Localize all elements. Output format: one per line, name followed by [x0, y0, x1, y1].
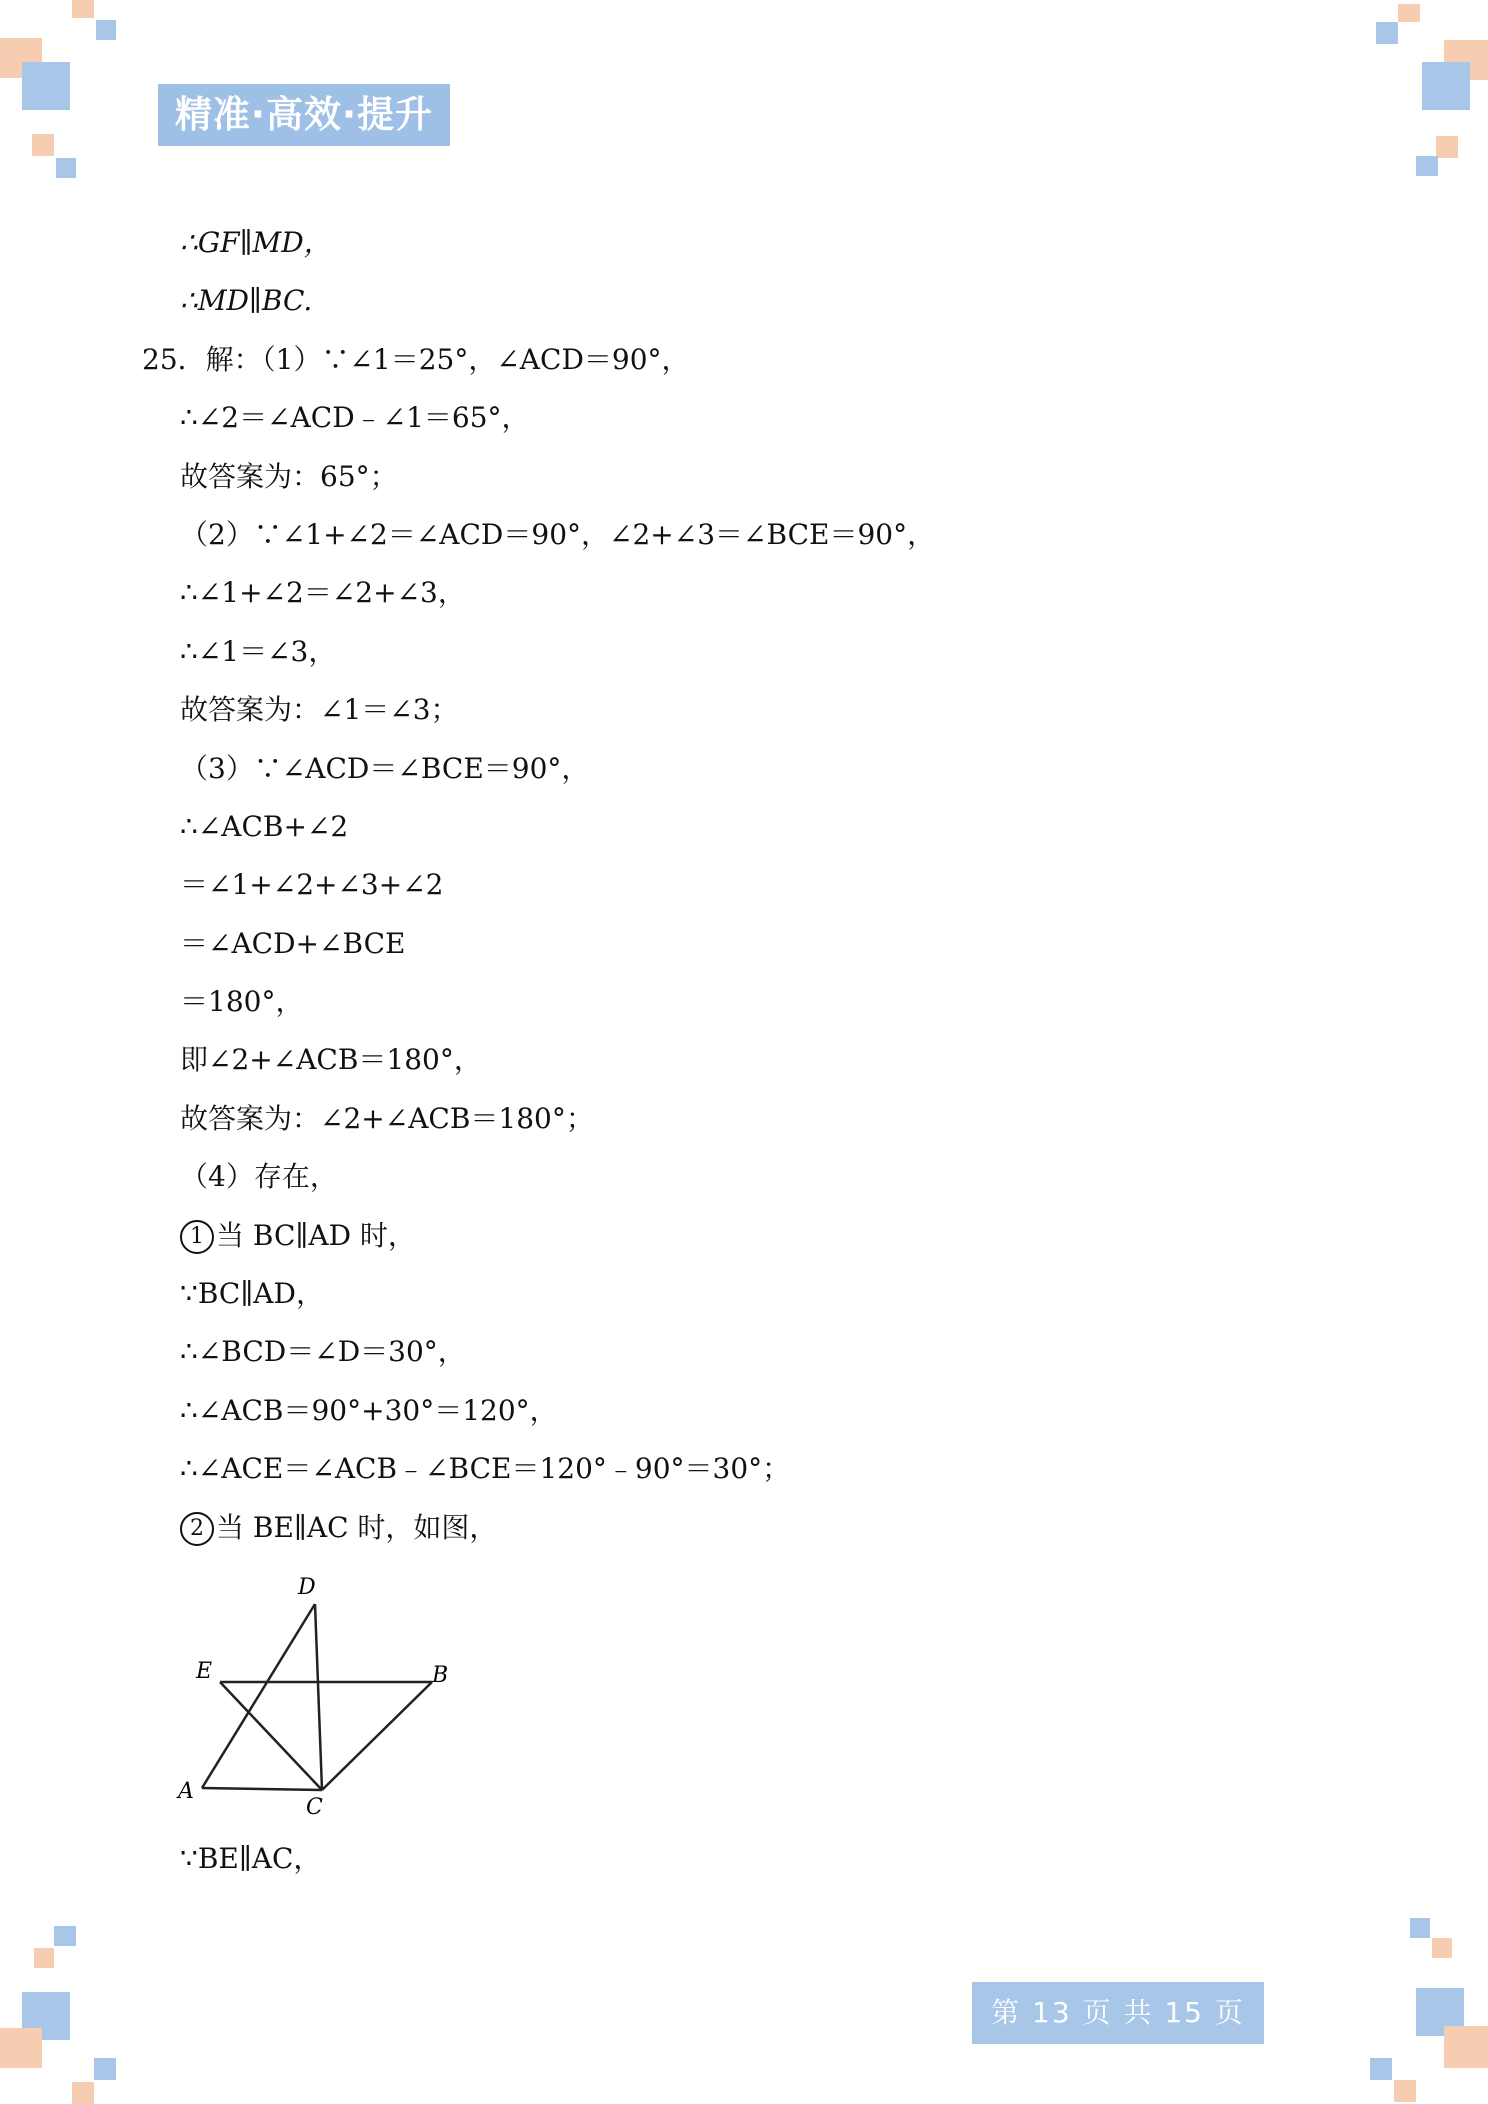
- decor-square: [0, 2028, 42, 2068]
- text-line: 即∠2+∠ACB＝180°，: [180, 1043, 482, 1077]
- text-line: ∴∠ACB＝90°+30°＝120°，: [180, 1393, 558, 1427]
- decor-square: [32, 134, 54, 156]
- answer-line: 故答案为：∠1＝∠3；: [180, 693, 459, 727]
- segment-AC: [202, 1788, 322, 1790]
- text-line: ∴∠1+∠2＝∠2+∠3，: [180, 576, 466, 610]
- problem-25-heading: 25．解：（1）∵∠1＝25°，∠ACD＝90°，: [142, 342, 690, 376]
- decor-square: [1410, 1918, 1430, 1938]
- decor-square: [96, 20, 116, 40]
- segment-BC: [322, 1682, 432, 1790]
- solution-text: [0, 214, 1488, 1557]
- text-line: （4）存在，: [180, 1160, 338, 1194]
- decor-square: [54, 1926, 76, 1946]
- decor-square: [1398, 4, 1420, 22]
- case-1-line: [0, 1207, 1488, 1265]
- decor-square: [72, 0, 94, 18]
- label-B: B: [432, 1663, 449, 1688]
- case-text: 当 BE∥AC 时，如图，: [216, 1510, 498, 1544]
- text-line: ∴GF∥MD，: [180, 226, 332, 259]
- decor-square: [1376, 22, 1398, 44]
- page-indicator: 第 13 页 共 15 页: [972, 1982, 1264, 2044]
- decor-square: [1416, 156, 1438, 176]
- segment-DA: [202, 1604, 315, 1788]
- text-line: ∴∠2＝∠ACD﹣∠1＝65°，: [180, 401, 530, 435]
- circled-number: 1: [180, 1220, 214, 1254]
- text-line: ＝∠ACD+∠BCE: [180, 926, 406, 960]
- label-E: E: [196, 1659, 213, 1684]
- decor-square: [1394, 2080, 1416, 2102]
- decor-square: [22, 62, 70, 110]
- decor-square: [72, 2082, 94, 2104]
- decor-square: [94, 2058, 116, 2080]
- text-line-after-figure: ∵BE∥AC，: [180, 1842, 322, 1875]
- circled-number: 2: [180, 1512, 214, 1546]
- text-line: ∴MD∥BC.: [180, 284, 313, 318]
- text-line: ∴∠BCD＝∠D＝30°，: [180, 1335, 466, 1369]
- decor-square: [1370, 2058, 1392, 2080]
- decor-square: [1432, 1938, 1452, 1958]
- label-A: A: [178, 1779, 194, 1804]
- case-text: 当 BC∥AD 时，: [216, 1218, 416, 1252]
- text-line: ＝∠1+∠2+∠3+∠2: [180, 868, 444, 902]
- header-banner: 精准·高效·提升: [158, 84, 450, 146]
- decor-square: [1422, 62, 1470, 110]
- geometry-figure: [170, 1570, 460, 1820]
- label-D: D: [298, 1575, 316, 1600]
- answer-line: 故答案为：∠2+∠ACB＝180°；: [180, 1101, 594, 1135]
- text-line: （2）∵∠1+∠2＝∠ACD＝90°，∠2+∠3＝∠BCE＝90°，: [180, 517, 936, 551]
- text-line: ∵BC∥AD，: [180, 1277, 324, 1311]
- text-line: ∴∠ACE＝∠ACB﹣∠BCE＝120°﹣90°＝30°；: [180, 1452, 791, 1486]
- decor-square: [1436, 136, 1458, 158]
- decor-square: [34, 1948, 54, 1968]
- answer-line: 故答案为：65°；: [180, 459, 398, 493]
- text-line: ∴∠1＝∠3，: [180, 634, 337, 668]
- label-C: C: [306, 1795, 323, 1820]
- text-line: ∴∠ACB+∠2: [180, 809, 349, 843]
- decor-square: [1444, 2026, 1488, 2068]
- segment-DC: [315, 1604, 322, 1790]
- text-line: （3）∵∠ACD＝∠BCE＝90°，: [180, 751, 590, 785]
- decor-square: [56, 158, 76, 178]
- case-2-line: [0, 1499, 1488, 1557]
- text-line: ＝180°，: [180, 985, 304, 1019]
